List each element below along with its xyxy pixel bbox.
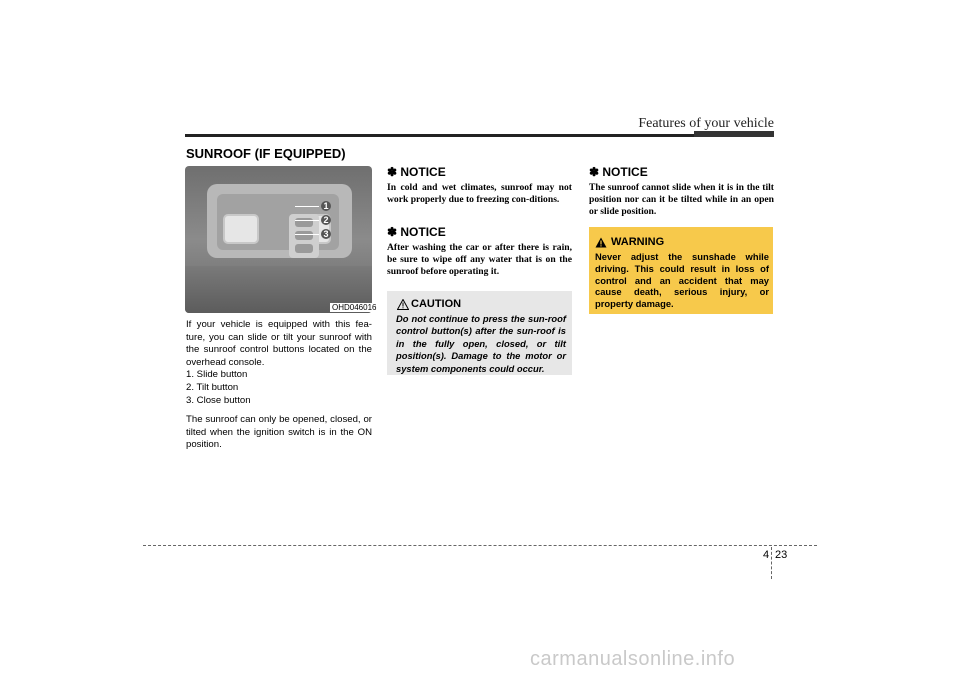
chapter-number: 4: [763, 549, 770, 561]
figure-code: OHD046016: [332, 303, 377, 312]
warning-triangle-icon: [595, 237, 607, 248]
ignition-note: The sunroof can only be opened, closed, or tilted when the ignition switch is in the ON position.: [186, 414, 372, 451]
tilt-button: [295, 231, 313, 240]
list-item: 3. Close button: [186, 394, 251, 406]
close-button: [295, 244, 313, 253]
map-lamp-left: [223, 214, 259, 244]
page-number: 23: [775, 549, 788, 561]
caution-box: [387, 291, 572, 375]
callout-line-3: [295, 234, 319, 235]
running-header: Features of your vehicle: [638, 116, 774, 131]
header-accent-bar: [694, 131, 774, 137]
notice-body: After washing the car or after there is rain, be sure to wipe off any water that is on the sunroof before operating it.: [387, 242, 572, 277]
notice-heading: ✽ NOTICE: [589, 165, 648, 179]
header-rule: [185, 134, 774, 137]
callout-3: 3: [321, 229, 331, 239]
callout-1: 1: [321, 201, 331, 211]
warning-box: [589, 227, 773, 314]
overhead-console-photo: [185, 166, 372, 313]
section-title: SUNROOF (IF EQUIPPED): [186, 146, 346, 161]
list-item: 2. Tilt button: [186, 381, 239, 393]
caution-title: CAUTION: [411, 298, 462, 310]
watermark: carmanualsonline.info: [530, 648, 736, 670]
intro-paragraph: If your vehicle is equipped with this fea-ture, you can slide or tilt your sunroof with the sunroof control buttons located on the overhead console.: [186, 319, 372, 368]
list-item: 1. Slide button: [186, 369, 248, 381]
notice-body: The sunroof cannot slide when it is in the tilt position nor can it be tilted while in an open or slide position.: [589, 182, 774, 217]
notice-body: In cold and wet climates, sunroof may not work properly due to freezing con-ditions.: [387, 182, 572, 205]
notice-block-3: [589, 165, 774, 217]
notice-block-1: [387, 165, 572, 206]
callout-2: 2: [321, 215, 331, 225]
warning-title: WARNING: [611, 236, 665, 248]
notice-heading: ✽ NOTICE: [387, 165, 446, 179]
footer-divider: [771, 547, 772, 579]
column-1-text: [186, 319, 372, 452]
callout-line-1: [295, 206, 319, 207]
callout-line-2: [295, 220, 319, 221]
caution-body: Do not continue to press the sun-roof control button(s) after the sun-roof is in the fully open, closed, or tilt position(s). Damage to the motor or system components could occur.: [396, 313, 566, 374]
notice-block-2: [387, 225, 572, 277]
footer-rule: [143, 545, 817, 546]
notice-heading: ✽ NOTICE: [387, 225, 446, 239]
warning-body: Never adjust the sunshade while driving. This could result in loss of control and an accident that may cause death, serious injury, or property damage.: [595, 251, 769, 310]
caution-triangle-icon: [397, 299, 409, 310]
